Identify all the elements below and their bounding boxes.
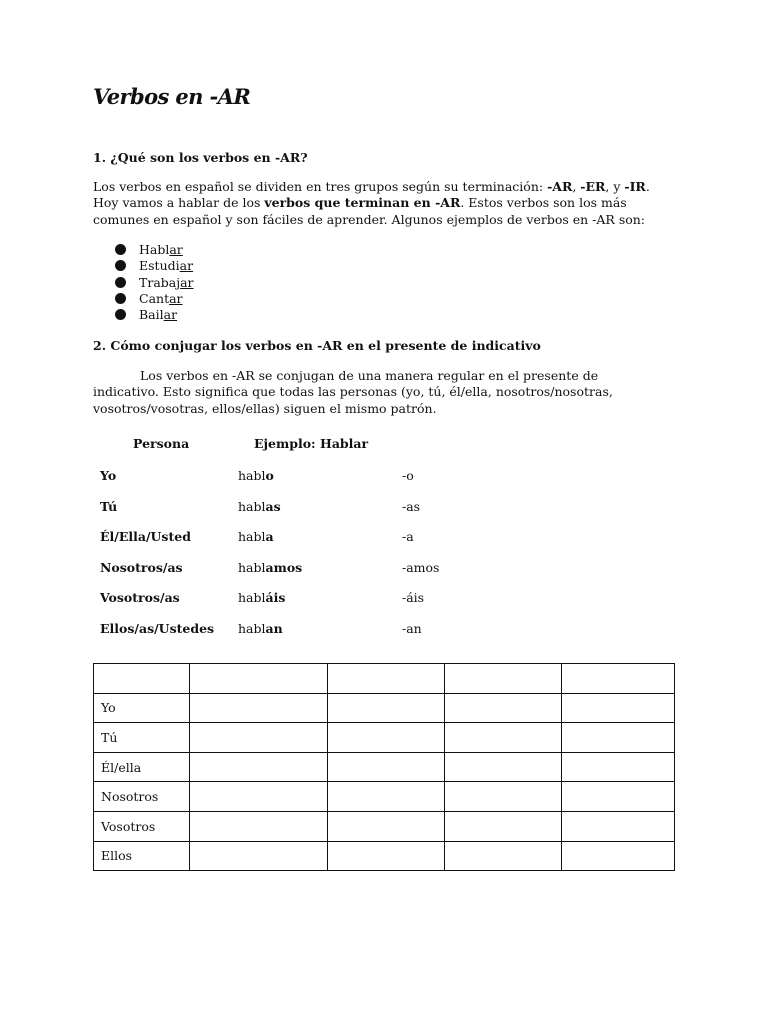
suffix-cell: -an bbox=[402, 620, 422, 636]
table-row bbox=[93, 621, 675, 637]
text-run: . Estos verbos son los más bbox=[460, 195, 627, 211]
table-row bbox=[94, 752, 675, 782]
stem: habl bbox=[238, 590, 266, 605]
practice-table bbox=[93, 663, 675, 871]
paragraph-line bbox=[93, 195, 675, 211]
example-cell bbox=[238, 590, 285, 605]
verb-ending: ar bbox=[169, 242, 183, 257]
empty-cell[interactable] bbox=[445, 664, 562, 694]
example-cell bbox=[238, 499, 281, 514]
text-run: , bbox=[572, 179, 581, 194]
suffix-cell: -as bbox=[402, 498, 421, 514]
row-label-cell: Vosotros bbox=[94, 811, 190, 841]
paragraph-line: Los verbos en -AR se conjugan de una manera regular en el presente de bbox=[140, 368, 599, 383]
table-row bbox=[94, 782, 675, 812]
bold-phrase: verbos que terminan en -AR bbox=[264, 195, 461, 211]
list-item bbox=[115, 242, 194, 258]
persona-cell: Nosotros/as bbox=[100, 559, 183, 575]
bullet-icon bbox=[115, 244, 126, 255]
section-2-paragraph bbox=[93, 368, 675, 417]
empty-cell[interactable] bbox=[445, 723, 562, 753]
ar-ending: -AR bbox=[547, 179, 573, 194]
suffix-cell: -a bbox=[402, 529, 414, 544]
stem: habl bbox=[238, 620, 266, 636]
table-row bbox=[93, 590, 675, 606]
empty-cell[interactable] bbox=[562, 693, 675, 723]
suffix-cell: -o bbox=[402, 468, 414, 483]
verb-ending: ar bbox=[169, 290, 183, 306]
ending: amos bbox=[265, 559, 303, 575]
example-cell bbox=[238, 621, 283, 636]
row-label-cell: Él/ella bbox=[94, 752, 190, 782]
table-row bbox=[94, 811, 675, 841]
text-run: Los verbos en español se dividen en tres grupos según su terminación: bbox=[93, 179, 548, 194]
example-cell bbox=[238, 468, 274, 483]
table-row bbox=[94, 693, 675, 723]
empty-cell[interactable] bbox=[190, 723, 328, 753]
empty-cell[interactable] bbox=[445, 811, 562, 841]
empty-cell[interactable] bbox=[562, 841, 675, 871]
table-row bbox=[93, 529, 675, 545]
verb-stem: Trabaj bbox=[139, 274, 181, 290]
suffix-cell: -amos bbox=[402, 559, 440, 575]
empty-cell[interactable] bbox=[562, 723, 675, 753]
row-label-cell: Nosotros bbox=[94, 782, 190, 812]
empty-cell[interactable] bbox=[328, 664, 445, 694]
persona-cell: Vosotros/as bbox=[100, 590, 180, 605]
stem: habl bbox=[238, 529, 266, 544]
row-label-cell: Tú bbox=[94, 723, 190, 753]
table-row bbox=[93, 499, 675, 515]
section-2-heading: 2. Cómo conjugar los verbos en -AR en el presente de indicativo bbox=[93, 338, 541, 353]
verb-ending: ar bbox=[163, 307, 178, 323]
table-row bbox=[94, 841, 675, 871]
empty-cell[interactable] bbox=[562, 811, 675, 841]
list-item bbox=[115, 307, 194, 323]
paragraph-line: indicativo. Esto significa que todas las personas (yo, tú, él/ella, nosotros/nosotras, bbox=[93, 384, 613, 400]
bullet-icon bbox=[115, 277, 126, 288]
persona-header: Persona bbox=[133, 436, 190, 451]
text-run: , y bbox=[605, 179, 625, 194]
empty-cell[interactable] bbox=[445, 782, 562, 812]
empty-cell[interactable] bbox=[190, 782, 328, 812]
empty-cell[interactable] bbox=[328, 811, 445, 841]
empty-cell[interactable] bbox=[445, 841, 562, 871]
bullet-icon bbox=[115, 260, 126, 271]
example-cell bbox=[238, 529, 274, 544]
table-row bbox=[93, 560, 675, 576]
paragraph-line: vosotros/vosotras, ellos/ellas) siguen el mismo patrón. bbox=[93, 400, 437, 416]
empty-cell[interactable] bbox=[328, 752, 445, 782]
list-item bbox=[115, 258, 194, 274]
empty-cell[interactable] bbox=[328, 723, 445, 753]
example-header: Ejemplo: Hablar bbox=[254, 436, 369, 451]
verb-stem: Cant bbox=[139, 290, 170, 306]
empty-cell[interactable] bbox=[328, 693, 445, 723]
verb-examples-list bbox=[115, 242, 194, 323]
er-ending: -ER bbox=[580, 179, 606, 194]
empty-cell[interactable] bbox=[190, 841, 328, 871]
bullet-icon bbox=[115, 293, 126, 304]
paragraph-line: comunes en español y son fáciles de aprender. Algunos ejemplos de verbos en -AR son: bbox=[93, 211, 646, 227]
paragraph-line bbox=[93, 179, 675, 195]
verb-stem: Estudi bbox=[139, 258, 180, 274]
list-item bbox=[115, 291, 194, 307]
empty-cell[interactable] bbox=[190, 664, 328, 694]
empty-cell[interactable] bbox=[190, 811, 328, 841]
list-item bbox=[115, 275, 194, 291]
verb-stem: Habl bbox=[139, 242, 170, 257]
empty-cell[interactable] bbox=[328, 782, 445, 812]
ending: a bbox=[265, 529, 274, 544]
table-row bbox=[94, 723, 675, 753]
verb-stem: Bail bbox=[139, 307, 164, 323]
stem: habl bbox=[238, 498, 266, 514]
empty-cell[interactable] bbox=[562, 752, 675, 782]
stem: habl bbox=[238, 559, 266, 575]
suffix-cell: -áis bbox=[402, 590, 425, 605]
table-row bbox=[94, 664, 675, 694]
text-run: Hoy vamos a hablar de los bbox=[93, 195, 265, 211]
persona-cell: Yo bbox=[100, 468, 117, 483]
ir-ending: -IR bbox=[624, 179, 646, 194]
text-run: . bbox=[645, 179, 650, 194]
page-title: Verbos en -AR bbox=[93, 84, 251, 109]
verb-ending: ar bbox=[180, 274, 194, 290]
persona-cell: Él/Ella/Usted bbox=[100, 529, 191, 544]
empty-cell[interactable] bbox=[328, 841, 445, 871]
example-cell bbox=[238, 560, 302, 575]
empty-cell[interactable] bbox=[445, 693, 562, 723]
empty-cell[interactable] bbox=[190, 693, 328, 723]
stem: habl bbox=[238, 468, 266, 483]
section-1-heading: 1. ¿Qué son los verbos en -AR? bbox=[93, 150, 308, 165]
empty-cell[interactable] bbox=[562, 782, 675, 812]
ending: áis bbox=[265, 590, 286, 605]
ending: as bbox=[265, 498, 281, 514]
ending: an bbox=[265, 620, 283, 636]
empty-cell[interactable] bbox=[445, 752, 562, 782]
verb-ending: ar bbox=[179, 258, 194, 274]
bullet-icon bbox=[115, 309, 126, 320]
empty-cell[interactable] bbox=[562, 664, 675, 694]
section-1-paragraph bbox=[93, 179, 675, 228]
table-row bbox=[93, 468, 675, 484]
row-label-cell: Ellos bbox=[94, 841, 190, 871]
ending: o bbox=[265, 468, 274, 483]
row-label-cell bbox=[94, 664, 190, 694]
row-label-cell: Yo bbox=[94, 693, 190, 723]
empty-cell[interactable] bbox=[190, 752, 328, 782]
persona-cell: Ellos/as/Ustedes bbox=[100, 620, 215, 636]
persona-cell: Tú bbox=[100, 498, 118, 514]
